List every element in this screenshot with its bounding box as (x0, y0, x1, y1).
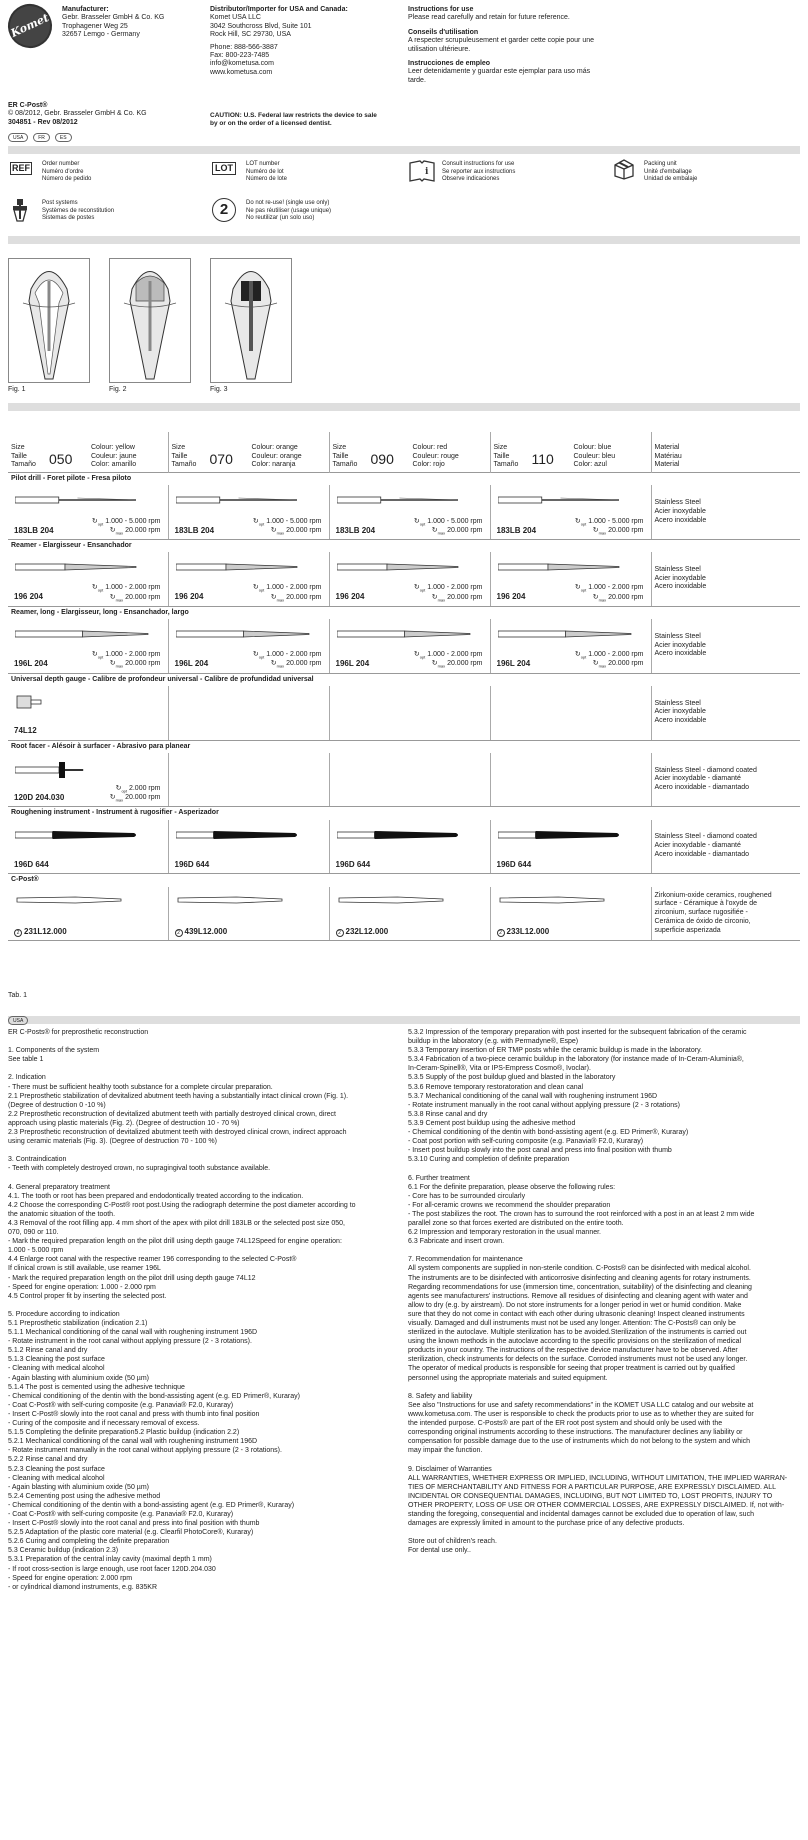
rotation-icon: ↻ (574, 517, 581, 525)
size-number: 110 (531, 451, 554, 468)
instrument-code: 196D 644 (335, 859, 371, 869)
instrument-drawing (498, 560, 623, 577)
single-use-icon: 2 (212, 198, 236, 222)
section-title: Universal depth gauge - Calibre de profondeur universal - Calibre de profundidad universal (8, 673, 800, 686)
rotation-icon: ↻ (431, 526, 438, 534)
instrument-drawing (15, 828, 140, 845)
lot-symbol-label: LOT number Numéro de lot Número de lote (246, 161, 288, 182)
instructions-title-fr: Conseils d'utilisation (408, 28, 479, 36)
rotation-icon: ↻ (252, 517, 259, 525)
instrument-table (8, 432, 800, 941)
single-use-icon: 2 (14, 929, 22, 937)
product-name: ER C-Post® (8, 102, 48, 109)
distributor-website[interactable]: www.kometusa.com (210, 68, 273, 76)
instrument-code: 196L 204 (174, 659, 209, 669)
rotation-icon: ↻ (109, 660, 116, 668)
speed-info: $↻_{opt}$ 1.000 - 5.000 rpm $↻_{max}$ 20.000 rpm (91, 517, 161, 536)
caution-text: CAUTION: U.S. Federal law restricts the device to sale by or on the order of a licensed dentist. (210, 112, 377, 127)
section-title: C-Post® (8, 874, 800, 887)
manufacturer-line: Gebr. Brasseler GmbH & Co. KG (62, 14, 165, 22)
document-reference: 304851 - Rev 08/2012 (8, 118, 78, 126)
divider-bar (8, 403, 800, 411)
divider-bar (8, 236, 800, 244)
rotation-icon: ↻ (109, 794, 116, 802)
rotation-icon: ↻ (91, 517, 98, 525)
instrument-cell (8, 552, 168, 606)
rotation-icon: ↻ (91, 651, 98, 659)
post-system-icon (10, 198, 30, 225)
instrument-code: 196D 644 (496, 859, 532, 869)
instrument-drawing (176, 627, 311, 644)
instrument-cell (490, 887, 651, 941)
copyright: © 08/2012, Gebr. Brasseler GmbH & Co. KG (8, 110, 147, 118)
instrument-cell (329, 485, 490, 539)
material-cell: Zirkonium-oxide ceramics, roughened surface - Céramique à l'oxyde de zirconium, surface rugosifiée - Cerámica de óxido de circonio, superficie asperizada (651, 887, 800, 941)
instrument-cell (8, 753, 168, 807)
section-title: Roughening instrument - Instrument à rugosifier - Asperizador (8, 807, 800, 820)
instrument-cell (329, 552, 490, 606)
instrument-cell (8, 820, 168, 874)
material-cell: Stainless Steel - diamond coated Acier inoxydable - diamanté Acero inoxidable - diamantado (651, 820, 800, 874)
figure-1-caption: Fig. 1 (8, 386, 26, 393)
rotation-icon: ↻ (592, 526, 599, 534)
section-title-row (8, 807, 800, 820)
empty-instrument-cell (490, 753, 651, 807)
instrument-drawing (498, 895, 608, 908)
size-number: 090 (370, 451, 394, 468)
instrument-row (8, 753, 800, 807)
distributor-title: Distributor/Importer for USA and Canada: (210, 6, 348, 13)
post-system-label: Post systems Systèmes de reconstitution Sistemas de postes (42, 200, 115, 221)
instrument-cell (329, 619, 490, 673)
rotation-icon: ↻ (109, 593, 116, 601)
rotation-icon: ↻ (252, 584, 259, 592)
instrument-cell (8, 619, 168, 673)
product-block (8, 102, 188, 127)
lang-badge-fr: FR (33, 133, 50, 142)
section-title-row (8, 473, 800, 486)
figure-2-caption: Fig. 2 (109, 386, 127, 393)
instrument-cell (329, 887, 490, 941)
empty-instrument-cell (329, 753, 490, 807)
empty-instrument-cell (329, 686, 490, 740)
rotation-icon: ↻ (270, 660, 277, 668)
packing-symbol-label: Packing unit Unité d'emballage Unidad de embalaje (644, 161, 698, 182)
instrument-drawing (15, 560, 140, 577)
material-cell: Stainless Steel Acier inoxydable Acero inoxidable (651, 619, 800, 673)
speed-info: $↻_{opt}$ 1.000 - 2.000 rpm $↻_{max}$ 20.000 rpm (91, 651, 161, 669)
single-use-icon: 2 (497, 929, 505, 937)
size-header-row (8, 432, 800, 473)
instrument-cell (168, 619, 329, 673)
instrument-row (8, 552, 800, 606)
speed-info: $↻_{opt}$ 2.000 rpm $↻_{max}$ 20.000 rpm (109, 785, 161, 803)
empty-instrument-cell (490, 686, 651, 740)
rotation-icon: ↻ (592, 593, 599, 601)
empty-instrument-cell (168, 686, 329, 740)
instrument-row (8, 485, 800, 539)
instrument-code: 196L 204 (335, 659, 370, 669)
rotation-icon: ↻ (109, 526, 116, 534)
single-use-icon: 2 (336, 929, 344, 937)
rotation-icon: ↻ (270, 593, 277, 601)
instructions-left-column: ER C-Posts® for preprosthetic reconstruction 1. Components of the system See table 1 2. Indication - There must be sufficient healthy tooth substance for a complete circular preparation. 2.1 Preprosthetic stabilization of devitalized abutment teeth having a substantially intact clinical crown (Fig. 1). (Degree of destruction 0 -10 %) 2.2 Preprosthetic reconstruction of devitalized abutment teeth with partially destroyed clinical crown, direct approach using plastic materials (Fig. 2). (Degree of destruction 10 - 70 %) 2.3 Preprosthetic reconstruction of devitalized abutment teeth with destroyed clinical crown, indirect approach using ceramic materials (Fig. 3). (Degree of destruction 70 - 100 %) 3. Contraindication - Teeth with completely destroyed crown, no supragingival tooth substance available. 4. General preparatory treatment 4.1. The tooth or root has been prepared and endodontically treated according to the indication. 4.2 Choose the corresponding C-Post® root post.Using the radiograph determine the post diameter according to the anatomic situation of the tooth. 4.3 Removal of the root filling app. 4 mm short of the apex with pilot drill 183LB or the selected post size 050, 070, 090 or 110. - Mark the required preparation length on the pilot drill using depth gauge 74L12Speed for engine operation: 1.000 - 5.000 rpm 4.4 Enlarge root canal with the respective reamer 196 corresponding to the selected C-Post® If clinical crown is still available, use reamer 196L - Mark the required preparation length on the pilot drill using depth gauge 74L12 - Speed for engine operation: 1.000 - 2.000 rpm 4.5 Control proper fit by inserting the selected post. 5. Procedure according to indication 5.1 Preprosthetic stabilization (indication 2.1) 5.1.1 Mechanical conditioning of the canal wall with roughening instrument 196D - Rotate instrument in the root canal without applying pressure (2 - 3 rotations). 5.1.2 Rinse canal and dry 5.1.3 Cleaning the post surface - Cleaning with medical alcohol - Again blasting with aluminium oxide (50 µm) 5.1.4 The post is cemented using the adhesive technique - Chemical conditioning of the dentin with the bond-assisting agent (e.g. ED Primer®, Kuraray) - Coat C-Post® with self-curing composite (e.g. Panavia® F2.0, Kuraray) - Insert C-Post® slowly into the root canal and press with thumb into final position - Curing of the composite and if necessary removal of excess. 5.1.5 Completing the definite preparation5.2 Plastic buildup (indication 2.2) 5.2.1 Mechanical conditioning of the canal wall with roughening instrument 196D - Rotate instrument manually in the root canal without applying pressure (2 - 3 rotations). 5.2.2 Rinse canal and dry 5.2.3 Cleaning the post surface - Cleaning with medical alcohol - Again blasting with aluminium oxide (50 µm) 5.2.4 Cementing post using the adhesive method - Chemical conditioning of the dentin with a bond-assisting agent (e.g. ED Primer®, Kuraray) - Coat C-Post® with self-curing composite (e.g. Panavia® F2.0, Kuraray) - Insert C-Post® slowly into the root canal and press into final position with thumb 5.2.5 Adaptation of the plastic core material (e.g. Clearfil PhotoCore®, Kuraray) 5.2.6 Curing and completing the definite preparation 5.3 Ceramic buildup (indication 2.3) 5.3.1 Preparation of the central inlay cavity (maximal depth 1 mm) - If root cross-section is large enough, use root facer 120D.204.030 - Speed for engine operation: 2.000 rpm - or cylindrical diamond instruments, e.g. 835KR (8, 1029, 356, 1591)
instrument-drawing (15, 694, 45, 713)
rotation-icon: ↻ (431, 660, 438, 668)
distributor-block (210, 6, 400, 77)
svg-text:i: i (425, 167, 429, 177)
packing-unit-icon (613, 158, 635, 183)
material-cell: Stainless Steel Acier inoxydable Acero inoxidable (651, 485, 800, 539)
instrument-row (8, 820, 800, 874)
section-title-row (8, 874, 800, 887)
ref-symbol-label: Order number Numéro d'ordre Número de pedido (42, 161, 92, 182)
rotation-icon: ↻ (592, 660, 599, 668)
instrument-drawing (15, 761, 92, 782)
instrument-drawing (15, 895, 125, 908)
section-title-row (8, 606, 800, 619)
instrument-row (8, 619, 800, 673)
instrument-code: 183LB 204 (335, 525, 376, 535)
speed-info: $↻_{opt}$ 1.000 - 2.000 rpm $↻_{max}$ 20.000 rpm (252, 584, 322, 602)
instrument-cell (168, 887, 329, 941)
instrument-cell (168, 485, 329, 539)
figure-2-tooth (109, 258, 191, 383)
instrument-cell (490, 485, 651, 539)
size-header-cell: Size Taille Tamaño 050 Colour: yellow Couleur: jaune Color: amarillo (8, 432, 168, 473)
instrument-code: 2 232L12.000 (336, 927, 389, 937)
speed-info: $↻_{opt}$ 1.000 - 2.000 rpm $↻_{max}$ 20.000 rpm (91, 584, 161, 602)
rotation-icon: ↻ (413, 584, 420, 592)
instrument-drawing (337, 493, 462, 510)
consult-instructions-icon (409, 160, 435, 185)
instrument-cell (490, 552, 651, 606)
single-use-label: Do not re-use! (single use only) Ne pas réutiliser (usage unique) No reutilizar (un solo uso) (246, 200, 332, 221)
distributor-phone: Phone: 888-566-3887 (210, 43, 278, 51)
material-cell: Stainless Steel - diamond coated Acier inoxydable - diamanté Acero inoxidable - diamantado (651, 753, 800, 807)
lang-badge-es: ES (55, 133, 72, 142)
colour-label: Colour: yellow Couleur: jaune Color: amarillo (91, 443, 137, 469)
instrument-drawing (498, 828, 623, 845)
consult-symbol-label: Consult instructions for use Se reporter aux instructions Observe indicaciones (442, 161, 516, 182)
distributor-line: Komet USA LLC (210, 14, 261, 22)
instrument-code: 196 204 (496, 592, 526, 602)
instrument-code: 74L12 (14, 726, 37, 736)
speed-info: $↻_{opt}$ 1.000 - 2.000 rpm $↻_{max}$ 20.000 rpm (574, 584, 644, 602)
section-title: Pilot drill - Foret pilote - Fresa piloto (8, 473, 800, 486)
rotation-icon: ↻ (270, 526, 277, 534)
instrument-cell (8, 686, 168, 740)
instrument-drawing (498, 493, 623, 510)
instrument-cell (490, 619, 651, 673)
instrument-code: 196D 644 (174, 859, 210, 869)
material-cell: Stainless Steel Acier inoxydable Acero inoxidable (651, 552, 800, 606)
instructions-text-en: Please read carefully and retain for future reference. (408, 14, 570, 22)
figure-3-tooth (210, 258, 292, 383)
table-caption: Tab. 1 (8, 992, 28, 999)
speed-info: $↻_{opt}$ 1.000 - 2.000 rpm $↻_{max}$ 20.000 rpm (252, 651, 322, 669)
speed-info: $↻_{opt}$ 1.000 - 2.000 rpm $↻_{max}$ 20.000 rpm (413, 651, 483, 669)
instrument-drawing (337, 895, 447, 908)
instrument-drawing (176, 828, 301, 845)
colour-label: Colour: red Couleur: rouge Color: rojo (412, 443, 459, 469)
instructions-text-es: Leer detenidamente y guardar este ejemplar para uso más tarde. (408, 68, 591, 84)
instrument-cell (8, 485, 168, 539)
instrument-cell (329, 820, 490, 874)
instrument-code: 196 204 (174, 592, 204, 602)
text-lang-badge: USA (8, 1016, 31, 1025)
instrument-code: 120D 204.030 (14, 793, 65, 803)
ref-symbol-icon: REF (12, 163, 30, 174)
rotation-icon: ↻ (431, 593, 438, 601)
instrument-code: 2 231L12.000 (14, 927, 67, 937)
size-number: 050 (49, 451, 73, 468)
lot-symbol-icon: LOT (212, 162, 236, 175)
rotation-icon: ↻ (115, 785, 122, 793)
distributor-line: Rock Hill, SC 29730, USA (210, 31, 291, 39)
instrument-drawing (15, 493, 140, 510)
distributor-fax: Fax: 800-223-7485 (210, 51, 270, 59)
instructions-title-en: Instructions for use (408, 6, 474, 13)
instrument-drawing (176, 493, 301, 510)
instrument-drawing (337, 560, 462, 577)
instrument-code: 196L 204 (14, 659, 48, 669)
section-title: Root facer - Alésoir à surfacer - Abrasivo para planear (8, 740, 800, 753)
speed-info: $↻_{opt}$ 1.000 - 2.000 rpm $↻_{max}$ 20.000 rpm (413, 584, 483, 602)
manufacturer-title: Manufacturer: (62, 6, 109, 13)
instrument-code: 196 204 (14, 592, 43, 602)
instrument-cell (490, 820, 651, 874)
instrument-code: 196 204 (335, 592, 365, 602)
komet-logo: Komet (1, 0, 59, 55)
speed-info: $↻_{opt}$ 1.000 - 2.000 rpm $↻_{max}$ 20.000 rpm (574, 651, 644, 669)
size-header-cell: Size Taille Tamaño 070 Colour: orange Couleur: orange Color: naranja (168, 432, 329, 473)
instrument-cell (168, 552, 329, 606)
instrument-code: 2 439L12.000 (175, 927, 228, 937)
colour-label: Colour: orange Couleur: orange Color: naranja (251, 443, 302, 469)
instrument-code: 183LB 204 (14, 525, 54, 535)
material-header-cell: Material Matériau Material (654, 443, 682, 469)
material-cell: Stainless Steel Acier inoxydable Acero inoxidable (651, 686, 800, 740)
instrument-drawing (176, 560, 301, 577)
instrument-drawing (498, 627, 633, 644)
speed-info: $↻_{opt}$ 1.000 - 5.000 rpm $↻_{max}$ 20.000 rpm (252, 517, 322, 536)
speed-info: $↻_{opt}$ 1.000 - 5.000 rpm $↻_{max}$ 20.000 rpm (574, 517, 644, 536)
instructions-right-column: 5.3.2 Impression of the temporary preparation with post inserted for the subsequent fabrication of the ceramic buildup in the laboratory (e.g. with Permadyne®, Espe) 5.3.3 Temporary insertion of ER TMP posts while the ceramic buildup is made in the laboratory. 5.3.4 Fabrication of a two-piece ceramic buildup in the laboratory (for instance made of In-Ceram-Aluminia®, In-Ceram-Spinell®, Vita or IPS-Empress Cosmo®, Ivoclar). 5.3.5 Supply of the post buildup glued and blasted in the laboratory 5.3.6 Remove temporary restoratoration and clean canal 5.3.7 Mechanical conditioning of the canal wall with roughening instrument 196D - Rotate instrument manually in the root canal without applying pressure (2 - 3 rotations) 5.3.8 Rinse canal and dry 5.3.9 Cement post buildup using the adhesive method - Chemical conditioning of the dentin with bond-assisting agent (e.g. ED Primer®, Kuraray) - Coat post portion with self-curing composite (e.g. Panavia® F2.0, Kuraray) - Insert post buildup slowly into the post canal and press into final position with thumb 5.3.10 Curing and completion of definite preparation 6. Further treatment 6.1 For the definite preparation, please observe the following rules: - Core has to be surrounded circularly - For all-ceramic crowns we recommend the shoulder preparation - The post stabilizes the root. The crown has to surround the root reinforced with a post in an at least 2 mm wide parallel zone so that forces exerted are distributed on the entire tooth. 6.2 Impression and temporary restoration in the usual manner. 6.3 Fabricate and insert crown. 7. Recommendation for maintenance All system components are supplied in non-sterile condition. C-Posts® can be disinfected with medical alcohol. The instruments are to be disinfected with anticorrosive disinfecting and cleaning agents for rotary instruments. Regarding recommendations for use (immersion time, concentration, suitability) of the disinfecting and cleaning agents see manufacturers' instructions. Remove all residues of disinfecting and cleaning agent with water and allow to dry (e.g. by airstream). Do not store instruments for a longer period in wet or humid condition. Make sure that they do not come in contact with each other during ultrasonic cleaning! Inspect cleaned instruments visually. Damaged and dull instruments must not be used any longer. Attention: The C-Posts® can only be sterilized in the autoclave. Multiple sterilization has to be avoided.Sterilization of the instruments is carried out using the known methods in the autoclave according to the specific provisions on the sterilization of medical products in your country. The instructions of the respective device manufacturer have to be observed. After sterilization, check instruments for defects on the surface. Corroded instruments must not be used any longer. The operator of medical products is responsible for seeing that proper treatment is carried out by qualified personnel using the appropriate materials and suited equipment. 8. Safety and liability See also "Instructions for use and safety recommendations" in the KOMET USA LLC catalog and our website at www.kometusa.com. The user is responsible to check the products prior to use as to whether they are suited for the intended purpose. C-Posts® are part of the ER root post system and should only be used with the corresponding original instruments according to these instructions. The manufacturer declines any liability or compensation for possible damage due to the use of instruments which do not belong to the system and which may impair the function. 9. Disclaimer of Warranties ALL WARRANTIES, WHETHER EXPRESS OR IMPLIED, INCLUDING, WITHOUT LIMITATION, THE IMPLIED WARRAN- TIES OF MERCHANTABILITY AND FITNESS FOR A PARTICULAR PURPOSE, ARE EXPRESSLY DISCLAIMED. ALL INCIDENTAL OR CONSEQUENTIAL DAMAGES, INCLUDING, BUT NOT LIMITED TO, LOST PROFITS, INJURY TO OTHER PROPERTY, LOSS OF USE OR OTHER COMMERCIAL LOSSES, ARE EXPRESSLY DISCLAIMED. If, not with- standing the foregoing, consequential and incidental damages cannot be excluded due to operation of law, such damages are expressly limited in amount to the purchase price of any defective products. Store out of children's reach. For dental use only.. (408, 1029, 788, 1555)
section-title: Reamer - Elargisseur - Ensanchador (8, 539, 800, 552)
single-use-icon: 2 (175, 929, 183, 937)
instrument-row (8, 686, 800, 740)
size-number: 070 (209, 451, 233, 468)
rotation-icon: ↻ (413, 517, 420, 525)
instrument-cell (168, 820, 329, 874)
empty-instrument-cell (168, 753, 329, 807)
instrument-code: 196L 204 (496, 659, 531, 669)
instrument-drawing (176, 895, 286, 908)
colour-label: Colour: blue Couleur: bleu Color: azul (573, 443, 616, 469)
instrument-code: 2 233L12.000 (497, 927, 550, 937)
rotation-icon: ↻ (91, 584, 98, 592)
rotation-icon: ↻ (574, 584, 581, 592)
instrument-code: 196D 644 (14, 859, 49, 869)
rotation-icon: ↻ (413, 651, 420, 659)
language-badges (8, 133, 75, 142)
instrument-drawing (15, 627, 150, 644)
rotation-icon: ↻ (252, 651, 259, 659)
manufacturer-line: 32657 Lemgo - Germany (62, 31, 140, 39)
size-header-cell: Size Taille Tamaño 110 Colour: blue Couleur: bleu Color: azul (490, 432, 651, 473)
instrument-drawing (337, 828, 462, 845)
section-title: Reamer, long - Elargisseur, long - Ensanchador, largo (8, 606, 800, 619)
lang-badge-usa: USA (8, 133, 28, 142)
figure-1-tooth (8, 258, 90, 383)
distributor-email[interactable]: info@kometusa.com (210, 60, 274, 68)
section-title-row (8, 673, 800, 686)
manufacturer-block (62, 6, 207, 40)
size-header-cell: Size Taille Tamaño 090 Colour: red Couleur: rouge Color: rojo (329, 432, 490, 473)
instrument-drawing (337, 627, 472, 644)
speed-info: $↻_{opt}$ 1.000 - 5.000 rpm $↻_{max}$ 20.000 rpm (413, 517, 483, 536)
divider-bar (8, 1016, 800, 1024)
manufacturer-line: Trophagener Weg 25 (62, 22, 128, 30)
distributor-line: 3042 Southcross Blvd, Suite 101 (210, 22, 312, 30)
rotation-icon: ↻ (574, 651, 581, 659)
divider-bar (8, 146, 800, 154)
section-title-row (8, 740, 800, 753)
instrument-code: 183LB 204 (496, 525, 537, 535)
instrument-cell (8, 887, 168, 941)
instructions-text-fr: A respecter scrupuleusement et garder cette copie pour une utilisation ultérieure. (408, 37, 594, 53)
instrument-code: 183LB 204 (174, 525, 215, 535)
instructions-block (408, 6, 598, 85)
section-title-row (8, 539, 800, 552)
figure-3-caption: Fig. 3 (210, 386, 228, 393)
instructions-title-es: Instrucciones de empleo (408, 59, 491, 67)
instrument-row (8, 887, 800, 941)
